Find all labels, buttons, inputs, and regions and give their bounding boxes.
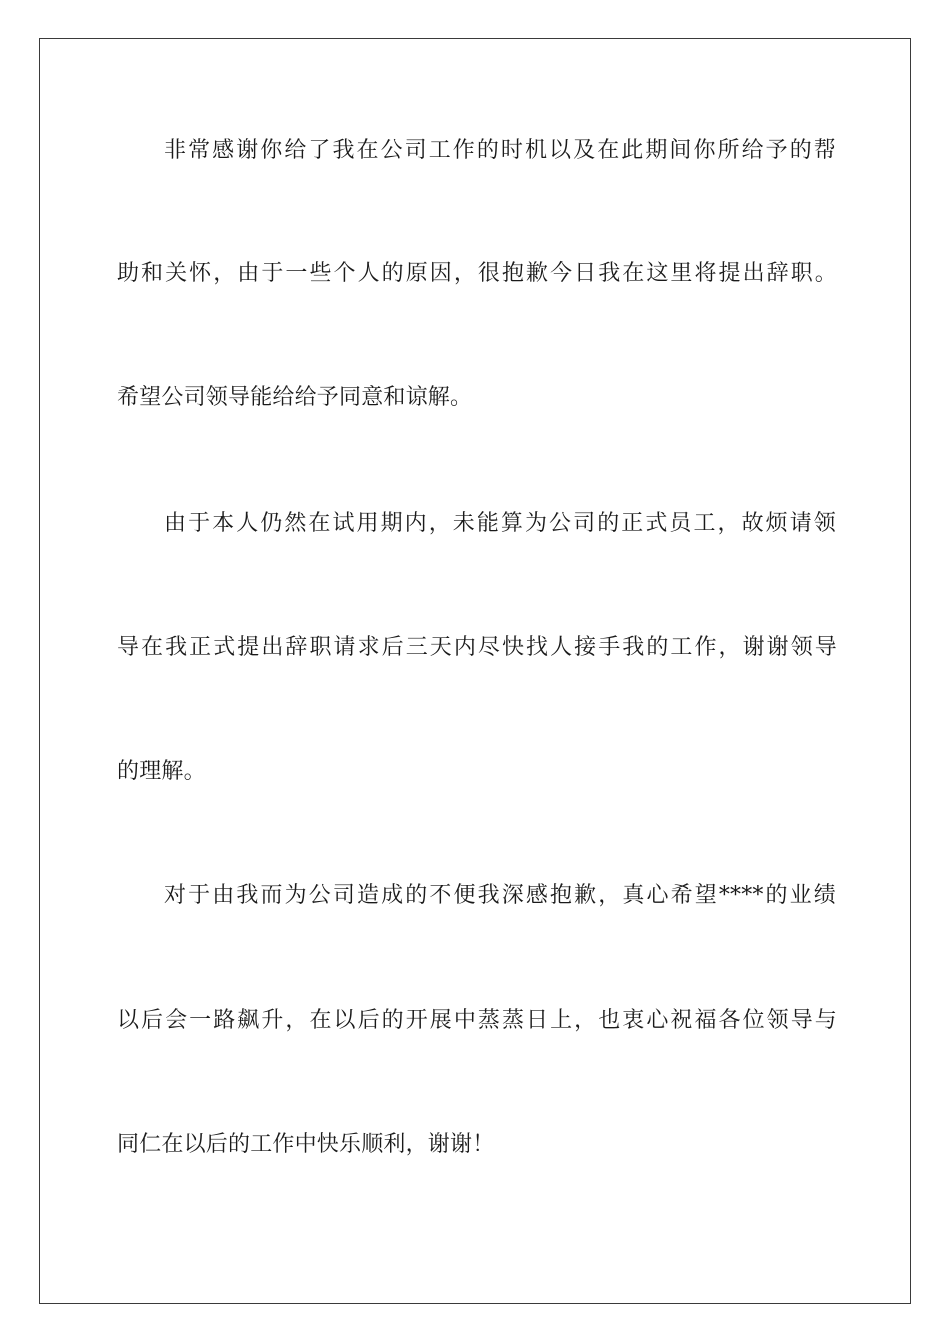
paragraph-2-line-2: 导在我正式提出辞职请求后三天内尽快找人接手我的工作，谢谢领导	[117, 635, 837, 660]
paragraph-3-line-1: 对于由我而为公司造成的不便我深感抱歉，真心希望****的业绩	[164, 883, 836, 908]
paragraph-1-line-1: 非常感谢你给了我在公司工作的时机以及在此期间你所给予的帮	[164, 138, 836, 163]
page-border	[39, 38, 911, 1304]
paragraph-3-line-2: 以后会一路飙升，在以后的开展中蒸蒸日上，也衷心祝福各位领导与	[117, 1008, 837, 1033]
paragraph-3-line-3: 同仁在以后的工作中快乐顺利，谢谢！	[117, 1132, 495, 1157]
paragraph-2-line-3: 的理解。	[117, 759, 206, 784]
paragraph-2-line-1: 由于本人仍然在试用期内，未能算为公司的正式员工，故烦请领	[164, 511, 836, 536]
paragraph-1-line-2: 助和关怀，由于一些个人的原因，很抱歉今日我在这里将提出辞职。	[117, 261, 837, 286]
paragraph-1-line-3: 希望公司领导能给给予同意和谅解。	[117, 385, 473, 410]
